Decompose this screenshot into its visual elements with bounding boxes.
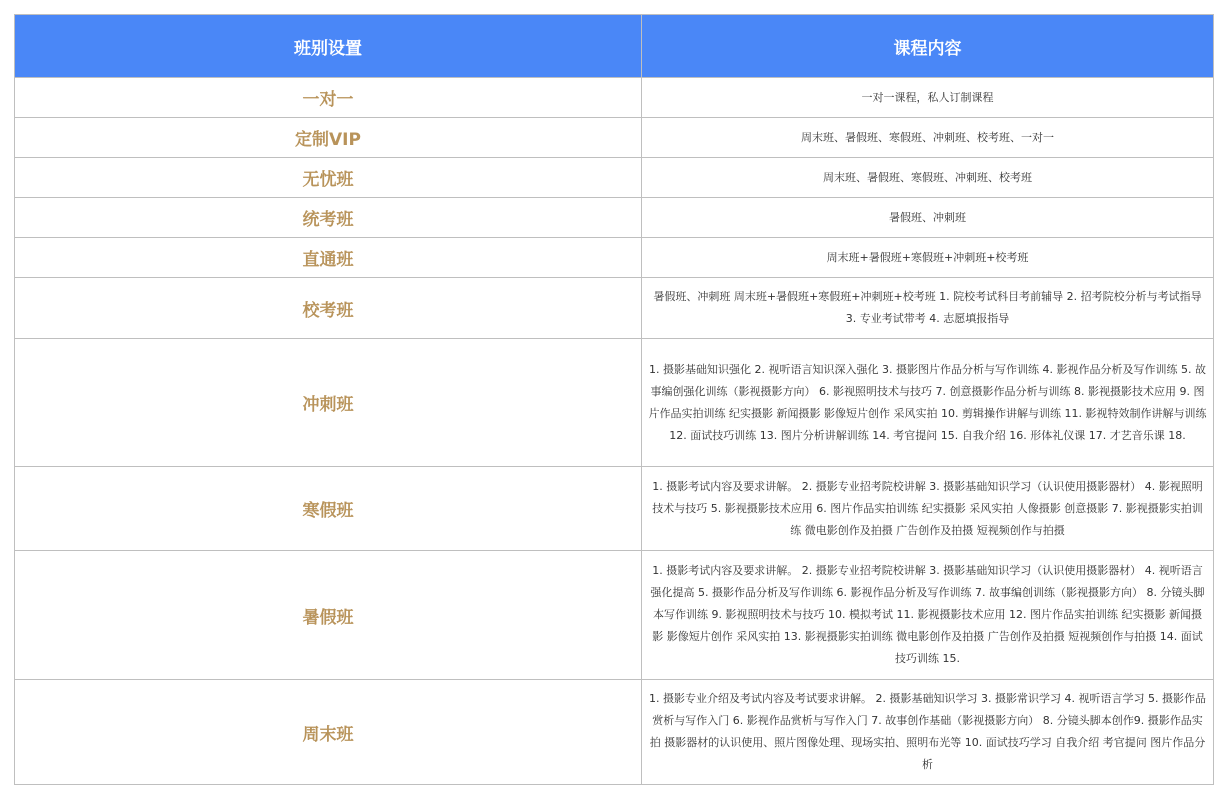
class-content: 周末班+暑假班+寒假班+冲刺班+校考班 (642, 238, 1214, 278)
table-row (15, 118, 1214, 158)
table-row (15, 551, 1214, 680)
table-row (15, 158, 1214, 198)
table-header-row (15, 15, 1214, 78)
class-name: 定制VIP (15, 118, 642, 158)
class-name: 寒假班 (15, 467, 642, 551)
table-row (15, 467, 1214, 551)
class-name: 周末班 (15, 680, 642, 785)
table-row (15, 198, 1214, 238)
class-content: 1. 摄影专业介绍及考试内容及考试要求讲解。 2. 摄影基础知识学习 3. 摄影常识学习 4. 视听语言学习 5. 摄影作品赏析与写作入门 6. 影视作品赏析与写作入门 7. 故事创作基础（影视摄影方向） 8. 分镜头脚本创作9. 摄影作品实拍 摄影器材的认识使用、照片图像处理、现场实拍、照明布光等 10. 面试技巧学习 自我介绍 考官提问 图片作品分析 (642, 680, 1214, 785)
class-name: 校考班 (15, 278, 642, 339)
class-name: 无忧班 (15, 158, 642, 198)
header-course-content: 课程内容 (642, 15, 1214, 78)
table-row (15, 78, 1214, 118)
table-row (15, 339, 1214, 467)
class-content: 周末班、暑假班、寒假班、冲刺班、校考班 (642, 158, 1214, 198)
table-row (15, 278, 1214, 339)
class-name: 直通班 (15, 238, 642, 278)
class-content: 1. 摄影考试内容及要求讲解。 2. 摄影专业招考院校讲解 3. 摄影基础知识学习（认识使用摄影器材） 4. 影视照明技术与技巧 5. 影视摄影技术应用 6. 图片作品实拍训练 纪实摄影 采风实拍 人像摄影 创意摄影 7. 影视摄影实拍训练 微电影创作及拍摄 广告创作及拍摄 短视频创作与拍摄 (642, 467, 1214, 551)
class-content: 一对一课程，私人订制课程 (642, 78, 1214, 118)
class-content: 暑假班、冲刺班 周末班+暑假班+寒假班+冲刺班+校考班 1. 院校考试科目考前辅导 2. 招考院校分析与考试指导 3. 专业考试带考 4. 志愿填报指导 (642, 278, 1214, 339)
class-name: 暑假班 (15, 551, 642, 680)
class-content: 暑假班、冲刺班 (642, 198, 1214, 238)
class-name: 统考班 (15, 198, 642, 238)
course-table (14, 14, 1214, 785)
class-content: 1. 摄影基础知识强化 2. 视听语言知识深入强化 3. 摄影图片作品分析与写作训练 4. 影视作品分析及写作训练 5. 故事编创强化训练（影视摄影方向） 6. 影视照明技术与技巧 7. 创意摄影作品分析与训练 8. 影视摄影技术应用 9. 图片作品实拍训练 纪实摄影 新闻摄影 影像短片创作 采风实拍 10. 剪辑操作讲解与训练 11. 影视特效制作讲解与训练 12. 面试技巧训练 13. 图片分析讲解训练 14. 考官提问 15. 自我介绍 16. 形体礼仪课 17. 才艺音乐课 18. (642, 339, 1214, 467)
course-table-container (14, 14, 1213, 785)
table-row (15, 238, 1214, 278)
table-row (15, 680, 1214, 785)
class-name: 一对一 (15, 78, 642, 118)
class-content: 周末班、暑假班、寒假班、冲刺班、校考班、一对一 (642, 118, 1214, 158)
class-content: 1. 摄影考试内容及要求讲解。 2. 摄影专业招考院校讲解 3. 摄影基础知识学习（认识使用摄影器材） 4. 视听语言强化提高 5. 摄影作品分析及写作训练 6. 影视作品分析及写作训练 7. 故事编创训练（影视摄影方向） 8. 分镜头脚本写作训练 9. 影视照明技术与技巧 10. 模拟考试 11. 影视摄影技术应用 12. 图片作品实拍训练 纪实摄影 新闻摄影 影像短片创作 采风实拍 13. 影视摄影实拍训练 微电影创作及拍摄 广告创作及拍摄 短视频创作与拍摄 14. 面试技巧训练 15. (642, 551, 1214, 680)
header-class-setting: 班别设置 (15, 15, 642, 78)
class-name: 冲刺班 (15, 339, 642, 467)
